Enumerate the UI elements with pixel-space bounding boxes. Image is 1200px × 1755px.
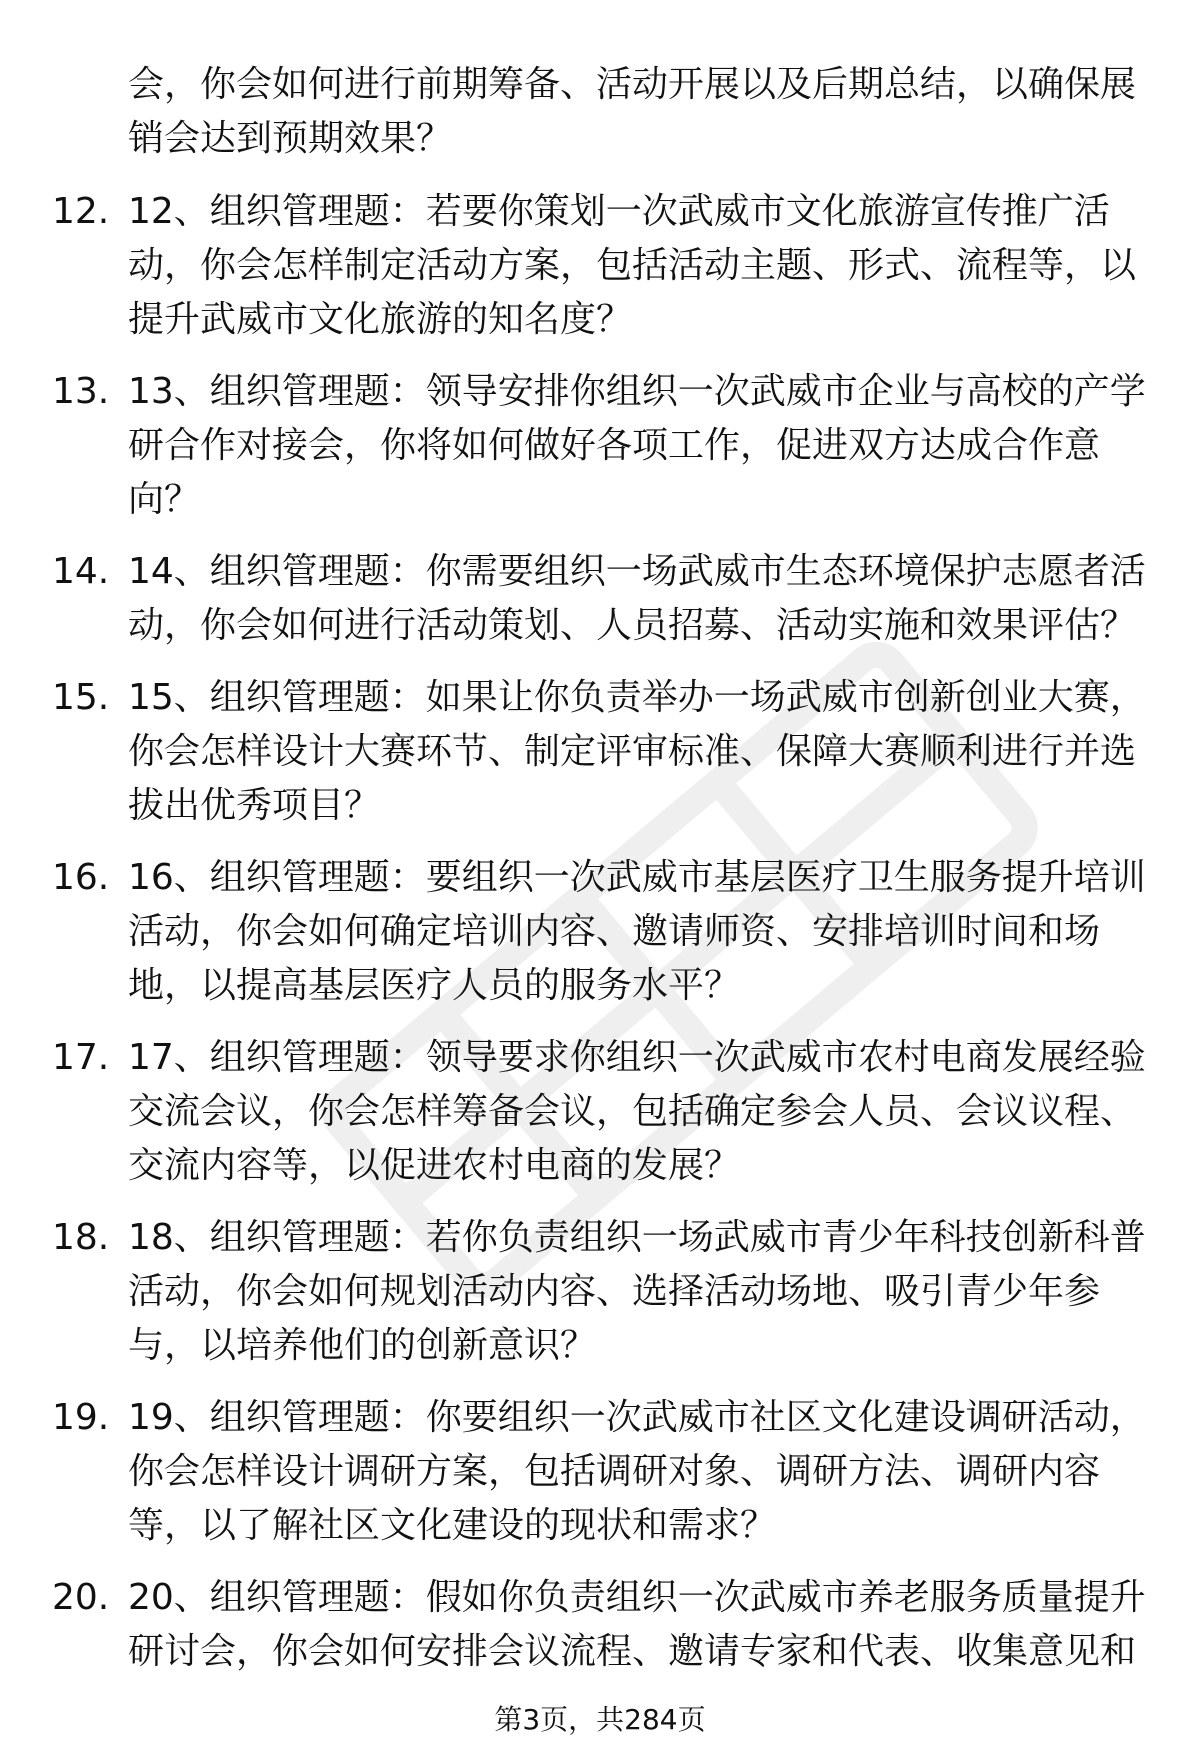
- continuation-text: 会，你会如何进行前期筹备、活动开展以及后期总结，以确保展销会达到预期效果？: [128, 64, 1137, 159]
- list-item: [0, 851, 1200, 1031]
- question-list: [0, 185, 1200, 1751]
- item-number: 20.: [52, 1577, 110, 1618]
- list-item: [0, 1031, 1200, 1211]
- item-text: 16、组织管理题：要组织一次武威市基层医疗卫生服务提升培训活动，你会如何确定培训内容、邀请师资、安排培训时间和场地，以提高基层医疗人员的服务水平？: [128, 857, 1146, 1006]
- list-item: [0, 1211, 1200, 1391]
- item-number: 19.: [52, 1397, 110, 1438]
- item-number: 17.: [52, 1037, 110, 1078]
- item-number: 12.: [52, 191, 110, 232]
- page-number: 第3页，共284页: [494, 1703, 706, 1736]
- item-text: 14、组织管理题：你需要组织一场武威市生态环境保护志愿者活动，你会如何进行活动策划、人员招募、活动实施和效果评估？: [128, 551, 1146, 646]
- item-text: 12、组织管理题：若要你策划一次武威市文化旅游宣传推广活动，你会怎样制定活动方案，包括活动主题、形式、流程等，以提升武威市文化旅游的知名度？: [128, 191, 1137, 340]
- item-text: 19、组织管理题：你要组织一次武威市社区文化建设调研活动，你会怎样设计调研方案，包括调研对象、调研方法、调研内容等，以了解社区文化建设的现状和需求？: [128, 1397, 1146, 1546]
- item-text: 13、组织管理题：领导安排你组织一次武威市企业与高校的产学研合作对接会，你将如何做好各项工作，促进双方达成合作意向？: [128, 371, 1146, 520]
- list-item: [0, 545, 1200, 671]
- item-number: 13.: [52, 371, 110, 412]
- item-text: 20、组织管理题：假如你负责组织一次武威市养老服务质量提升研讨会，你会如何安排会议流程、邀请专家和代表、收集意见和: [128, 1577, 1146, 1672]
- item-number: 16.: [52, 857, 110, 898]
- list-item: [0, 671, 1200, 851]
- item-number: 18.: [52, 1217, 110, 1258]
- item-number: 15.: [52, 677, 110, 718]
- list-item: [0, 185, 1200, 365]
- list-item: [0, 1391, 1200, 1571]
- item-text: 18、组织管理题：若你负责组织一场武威市青少年科技创新科普活动，你会如何规划活动内容、选择活动场地、吸引青少年参与，以培养他们的创新意识？: [128, 1217, 1146, 1366]
- item-text: 17、组织管理题：领导要求你组织一次武威市农村电商发展经验交流会议，你会怎样筹备会议，包括确定参会人员、会议议程、交流内容等，以促进农村电商的发展？: [128, 1037, 1146, 1186]
- item-number: 14.: [52, 551, 110, 592]
- item-text: 15、组织管理题：如果让你负责举办一场武威市创新创业大赛，你会怎样设计大赛环节、制定评审标准、保障大赛顺利进行并选拔出优秀项目？: [128, 677, 1146, 826]
- list-item: [0, 365, 1200, 545]
